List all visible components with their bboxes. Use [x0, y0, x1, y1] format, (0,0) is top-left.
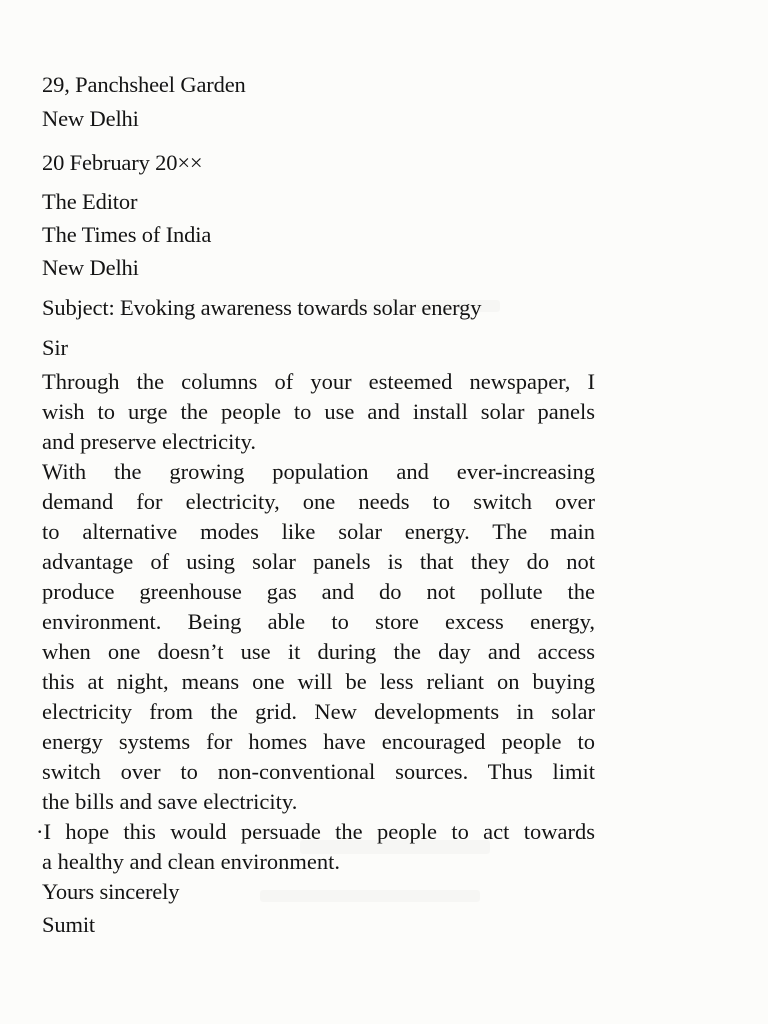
- body-line: electricity from the grid. New developments in solar: [42, 699, 595, 724]
- body-line: energy systems for homes have encouraged people to: [42, 729, 595, 754]
- body-line: wish to urge the people to use and install solar panels: [42, 399, 595, 424]
- body-line: the bills and save electricity.: [42, 789, 298, 814]
- subject-line: Subject: Evoking awareness towards solar energy: [42, 295, 482, 320]
- recipient-line3: New Delhi: [42, 255, 139, 280]
- letter-date: 20 February 20××: [42, 150, 203, 175]
- body-line: ·I hope this would persuade the people to act towards: [36, 819, 595, 844]
- recipient-line1: The Editor: [42, 189, 138, 214]
- body-paragraph-2: [42, 457, 595, 817]
- page-show-through: [260, 890, 480, 902]
- body-line: and preserve electricity.: [42, 429, 257, 454]
- body-line: switch over to non-conventional sources. Thus limit: [42, 759, 595, 784]
- body-line: when one doesn’t use it during the day and access: [42, 639, 595, 664]
- salutation: Sir: [42, 335, 68, 360]
- body-line: to alternative modes like solar energy. The main: [42, 519, 595, 544]
- body-line: With the growing population and ever-increasing: [42, 459, 595, 484]
- body-paragraph-3: [36, 817, 595, 877]
- body-line: Through the columns of your esteemed newspaper, I: [42, 369, 595, 394]
- sender-address-line2: New Delhi: [42, 106, 139, 131]
- body-paragraph-1: [42, 367, 595, 457]
- body-line: a healthy and clean environment.: [42, 849, 341, 874]
- closing: Yours sincerely: [42, 879, 180, 904]
- body-line: demand for electricity, one needs to switch over: [42, 489, 595, 514]
- sender-address-line1: 29, Panchsheel Garden: [42, 72, 246, 97]
- body-line: this at night, means one will be less reliant on buying: [42, 669, 595, 694]
- body-line: produce greenhouse gas and do not pollute the: [42, 579, 595, 604]
- signature: Sumit: [42, 912, 96, 937]
- body-line: environment. Being able to store excess energy,: [42, 609, 595, 634]
- recipient-line2: The Times of India: [42, 222, 212, 247]
- body-line: advantage of using solar panels is that they do not: [42, 549, 595, 574]
